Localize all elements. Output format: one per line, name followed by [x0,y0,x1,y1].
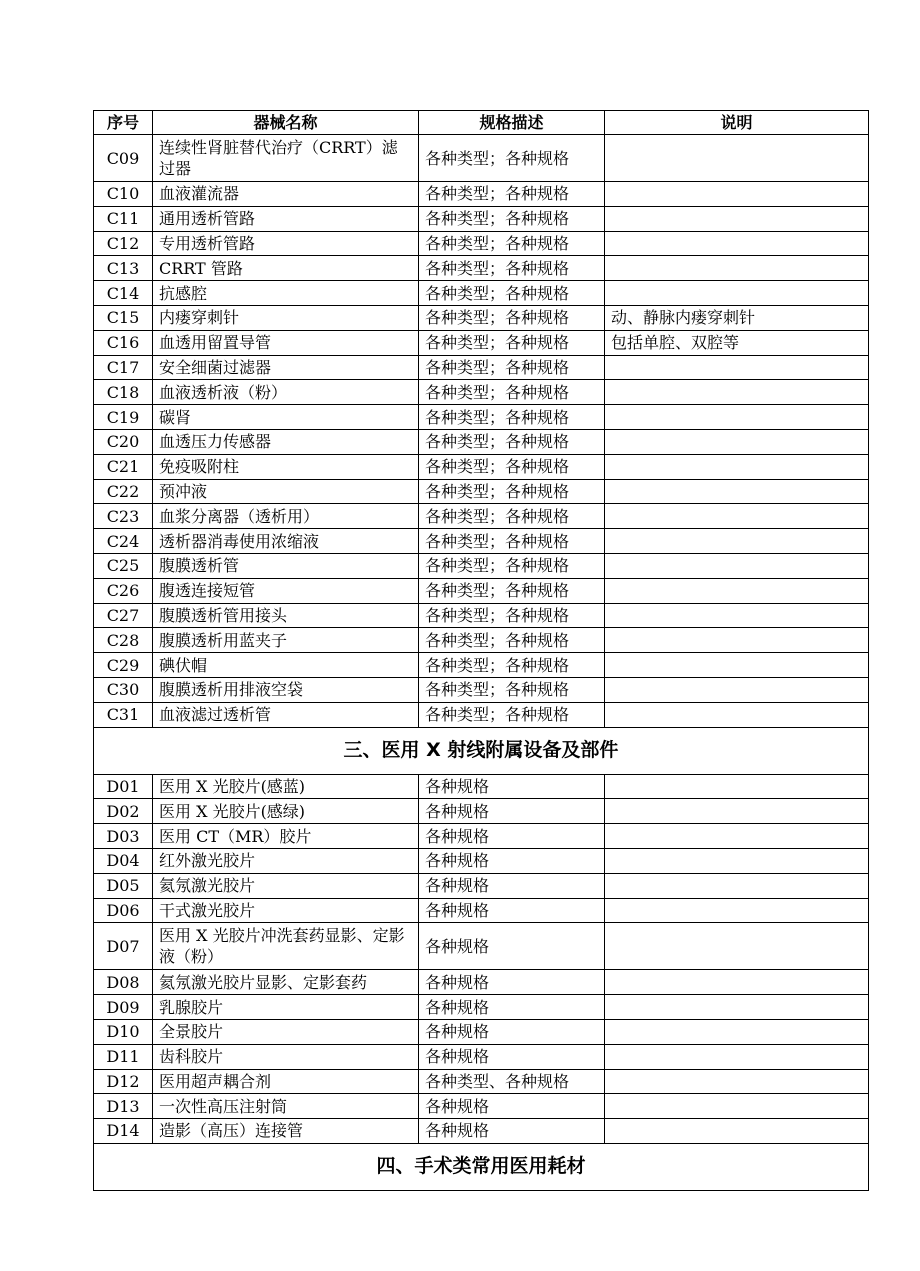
cell-spec: 各种类型；各种规格 [419,380,605,405]
cell-spec: 各种类型；各种规格 [419,677,605,702]
cell-spec: 各种规格 [419,970,605,995]
cell-note [605,677,869,702]
cell-code: D07 [94,923,153,970]
cell-spec: 各种类型；各种规格 [419,281,605,306]
table-row [94,206,869,231]
cell-spec: 各种类型；各种规格 [419,256,605,281]
cell-spec: 各种类型；各种规格 [419,529,605,554]
table-row [94,970,869,995]
cell-name: 腹膜透析管用接头 [153,603,419,628]
cell-spec: 各种类型；各种规格 [419,553,605,578]
table-row [94,603,869,628]
cell-spec: 各种类型；各种规格 [419,305,605,330]
cell-name: 腹膜透析用排液空袋 [153,677,419,702]
table-row [94,799,869,824]
table-row [94,1069,869,1094]
cell-name: 医用 X 光胶片(感蓝) [153,774,419,799]
cell-name: 透析器消毒使用浓缩液 [153,529,419,554]
cell-code: C11 [94,206,153,231]
table-row [94,305,869,330]
section-heading-row [94,1143,869,1190]
cell-name: 碘伏帽 [153,653,419,678]
cell-note [605,848,869,873]
cell-spec: 各种规格 [419,824,605,849]
cell-name: 干式激光胶片 [153,898,419,923]
table-row [94,824,869,849]
cell-code: D03 [94,824,153,849]
cell-note: 包括单腔、双腔等 [605,330,869,355]
table-row [94,504,869,529]
cell-spec: 各种规格 [419,774,605,799]
header-code: 序号 [94,111,153,135]
cell-note [605,1044,869,1069]
cell-name: 医用 X 光胶片(感绿) [153,799,419,824]
table-row [94,774,869,799]
cell-spec: 各种类型；各种规格 [419,454,605,479]
cell-note [605,182,869,207]
cell-name: 齿科胶片 [153,1044,419,1069]
cell-name: 血透用留置导管 [153,330,419,355]
cell-spec: 各种规格 [419,898,605,923]
cell-spec: 各种类型；各种规格 [419,628,605,653]
cell-code: D13 [94,1094,153,1119]
cell-spec: 各种类型；各种规格 [419,182,605,207]
cell-code: D10 [94,1019,153,1044]
cell-code: D05 [94,873,153,898]
cell-spec: 各种规格 [419,923,605,970]
cell-code: C29 [94,653,153,678]
device-table [93,110,869,1191]
cell-spec: 各种类型；各种规格 [419,479,605,504]
cell-code: D02 [94,799,153,824]
header-note: 说明 [605,111,869,135]
cell-note [605,702,869,727]
cell-name: 腹透连接短管 [153,578,419,603]
cell-note [605,995,869,1020]
cell-name: 氦氖激光胶片显影、定影套药 [153,970,419,995]
cell-spec: 各种类型；各种规格 [419,330,605,355]
cell-note [605,1019,869,1044]
cell-name: 血浆分离器（透析用） [153,504,419,529]
table-row [94,330,869,355]
cell-code: C27 [94,603,153,628]
cell-name: 抗感腔 [153,281,419,306]
cell-code: D09 [94,995,153,1020]
cell-note [605,355,869,380]
table-row [94,355,869,380]
cell-code: C30 [94,677,153,702]
cell-note [605,1094,869,1119]
cell-name: 医用 CT（MR）胶片 [153,824,419,849]
cell-spec: 各种类型；各种规格 [419,653,605,678]
header-spec: 规格描述 [419,111,605,135]
cell-spec: 各种类型；各种规格 [419,702,605,727]
cell-name: 内瘘穿刺针 [153,305,419,330]
cell-name: 血液透析液（粉） [153,380,419,405]
cell-spec: 各种类型；各种规格 [419,355,605,380]
table-row [94,995,869,1020]
cell-spec: 各种规格 [419,1044,605,1069]
cell-note [605,429,869,454]
cell-code: C14 [94,281,153,306]
cell-note [605,504,869,529]
table-row [94,231,869,256]
cell-code: C20 [94,429,153,454]
cell-code: C10 [94,182,153,207]
cell-note [605,529,869,554]
cell-name: 全景胶片 [153,1019,419,1044]
cell-code: C16 [94,330,153,355]
cell-name: 血液滤过透析管 [153,702,419,727]
cell-note [605,628,869,653]
cell-name: 专用透析管路 [153,231,419,256]
cell-spec: 各种规格 [419,995,605,1020]
cell-note [605,231,869,256]
section-title: 三、医用 X 射线附属设备及部件 [94,727,869,774]
cell-name: 一次性高压注射筒 [153,1094,419,1119]
cell-code: C12 [94,231,153,256]
table-row [94,553,869,578]
cell-note [605,479,869,504]
cell-name: CRRT 管路 [153,256,419,281]
table-body [94,135,869,1191]
cell-code: C31 [94,702,153,727]
table-row [94,256,869,281]
cell-code: C15 [94,305,153,330]
cell-name: 安全细菌过滤器 [153,355,419,380]
cell-code: D01 [94,774,153,799]
cell-name: 医用超声耦合剂 [153,1069,419,1094]
cell-code: C24 [94,529,153,554]
cell-name: 血透压力传感器 [153,429,419,454]
cell-note [605,454,869,479]
cell-name: 乳腺胶片 [153,995,419,1020]
cell-name: 医用 X 光胶片冲洗套药显影、定影液（粉） [153,923,419,970]
cell-note [605,1119,869,1144]
cell-code: C17 [94,355,153,380]
cell-spec: 各种规格 [419,1094,605,1119]
cell-note [605,923,869,970]
cell-spec: 各种类型、各种规格 [419,1069,605,1094]
cell-code: C19 [94,405,153,430]
table-row [94,405,869,430]
cell-spec: 各种类型；各种规格 [419,405,605,430]
cell-code: C21 [94,454,153,479]
table-row [94,380,869,405]
cell-spec: 各种规格 [419,873,605,898]
cell-spec: 各种类型；各种规格 [419,135,605,182]
cell-spec: 各种类型；各种规格 [419,231,605,256]
cell-code: D12 [94,1069,153,1094]
cell-code: D04 [94,848,153,873]
table-row [94,578,869,603]
cell-code: C18 [94,380,153,405]
cell-code: C09 [94,135,153,182]
table-row [94,923,869,970]
cell-name: 免疫吸附柱 [153,454,419,479]
cell-code: D11 [94,1044,153,1069]
header-row [94,111,869,135]
table-row [94,529,869,554]
cell-code: D14 [94,1119,153,1144]
table-row [94,479,869,504]
cell-note [605,578,869,603]
cell-note [605,206,869,231]
table-row [94,628,869,653]
cell-code: D08 [94,970,153,995]
cell-note [605,873,869,898]
table-row [94,1119,869,1144]
table-row [94,702,869,727]
cell-note [605,281,869,306]
cell-spec: 各种规格 [419,848,605,873]
cell-note [605,553,869,578]
table-row [94,677,869,702]
cell-spec: 各种类型；各种规格 [419,429,605,454]
table-row [94,898,869,923]
cell-spec: 各种类型；各种规格 [419,206,605,231]
cell-name: 氦氖激光胶片 [153,873,419,898]
cell-name: 造影（高压）连接管 [153,1119,419,1144]
cell-code: C25 [94,553,153,578]
cell-name: 通用透析管路 [153,206,419,231]
cell-spec: 各种规格 [419,1119,605,1144]
cell-name: 预冲液 [153,479,419,504]
cell-code: C13 [94,256,153,281]
cell-code: C26 [94,578,153,603]
section-title: 四、手术类常用医用耗材 [94,1143,869,1190]
table-row [94,848,869,873]
cell-name: 腹膜透析用蓝夹子 [153,628,419,653]
cell-note [605,970,869,995]
table-row [94,1019,869,1044]
cell-spec: 各种规格 [419,1019,605,1044]
cell-spec: 各种规格 [419,799,605,824]
table-row [94,1044,869,1069]
cell-note [605,380,869,405]
header-name: 器械名称 [153,111,419,135]
cell-note [605,898,869,923]
table-row [94,429,869,454]
cell-name: 碳肾 [153,405,419,430]
section-heading-row [94,727,869,774]
cell-note [605,135,869,182]
table-row [94,281,869,306]
cell-code: C22 [94,479,153,504]
table-row [94,1094,869,1119]
cell-note [605,653,869,678]
cell-spec: 各种类型；各种规格 [419,603,605,628]
cell-note [605,799,869,824]
cell-name: 连续性肾脏替代治疗（CRRT）滤过器 [153,135,419,182]
cell-note [605,824,869,849]
table-row [94,135,869,182]
table-row [94,653,869,678]
cell-note [605,1069,869,1094]
cell-code: C28 [94,628,153,653]
cell-code: C23 [94,504,153,529]
table-row [94,182,869,207]
cell-spec: 各种类型；各种规格 [419,504,605,529]
cell-note [605,405,869,430]
cell-name: 血液灌流器 [153,182,419,207]
cell-spec: 各种类型；各种规格 [419,578,605,603]
cell-name: 腹膜透析管 [153,553,419,578]
cell-note [605,256,869,281]
table-row [94,454,869,479]
cell-note [605,603,869,628]
cell-note [605,774,869,799]
cell-note: 动、静脉内瘘穿刺针 [605,305,869,330]
table-row [94,873,869,898]
cell-name: 红外激光胶片 [153,848,419,873]
cell-code: D06 [94,898,153,923]
